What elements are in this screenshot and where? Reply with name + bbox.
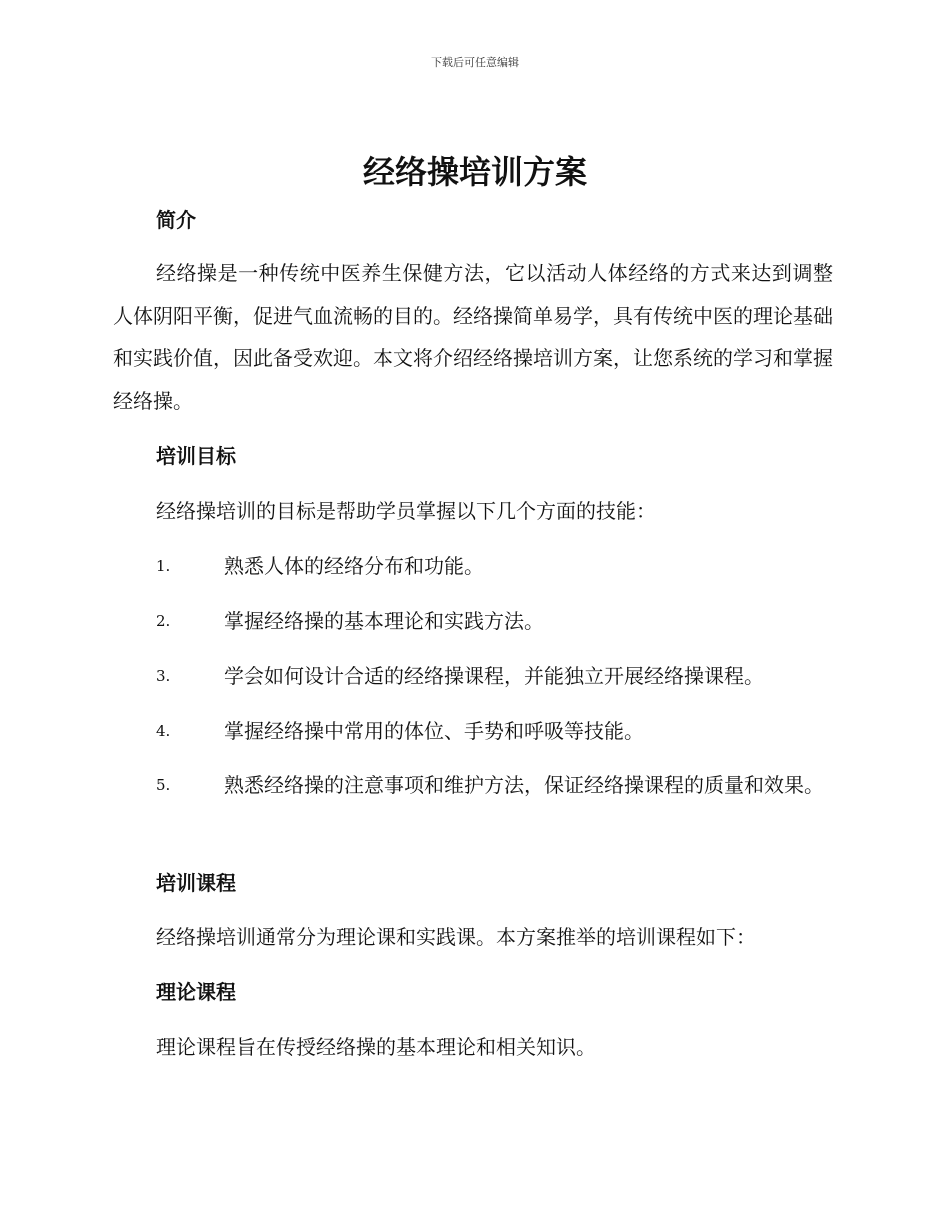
list-item-text: 学会如何设计合适的经络操课程，并能独立开展经络操课程。 [224, 664, 764, 688]
list-item [113, 607, 833, 641]
list-item-number: 5. [156, 776, 171, 794]
list-item-number: 4. [156, 722, 171, 740]
list-item [113, 771, 833, 805]
theory-lead-paragraph: 理论课程旨在传授经络操的基本理论和相关知识。 [156, 1035, 596, 1059]
section-heading-courses: 培训课程 [156, 871, 236, 895]
list-item [113, 662, 833, 696]
list-item-text: 熟悉人体的经络分布和功能。 [224, 554, 484, 578]
section-heading-theory: 理论课程 [156, 980, 236, 1004]
list-item-number: 3. [156, 667, 171, 685]
page-header-note: 下载后可任意编辑 [431, 56, 519, 69]
list-item-text: 掌握经络操中常用的体位、手势和呼吸等技能。 [224, 719, 644, 743]
goals-lead-paragraph: 经络操培训的目标是帮助学员掌握以下几个方面的技能： [156, 499, 656, 523]
list-item [113, 717, 833, 751]
intro-paragraph: 经络操是一种传统中医养生保健方法，它以活动人体经络的方式来达到调整人体阴阳平衡，促进气血流畅的目的。经络操简单易学，具有传统中医的理论基础和实践价值，因此备受欢迎。本文将介绍经络操培训方案，让您系统的学习和掌握经络操。 [113, 261, 833, 413]
section-heading-goals: 培训目标 [156, 444, 236, 468]
section-heading-intro: 简介 [156, 208, 196, 232]
document-title: 经络操培训方案 [362, 153, 587, 191]
list-item [113, 552, 833, 586]
list-item-text: 熟悉经络操的注意事项和维护方法，保证经络操课程的质量和效果。 [224, 773, 824, 797]
list-item-text: 掌握经络操的基本理论和实践方法。 [224, 609, 544, 633]
courses-lead-paragraph: 经络操培训通常分为理论课和实践课。本方案推举的培训课程如下： [156, 925, 756, 949]
list-item-number: 1. [156, 557, 171, 575]
list-item-number: 2. [156, 612, 171, 630]
